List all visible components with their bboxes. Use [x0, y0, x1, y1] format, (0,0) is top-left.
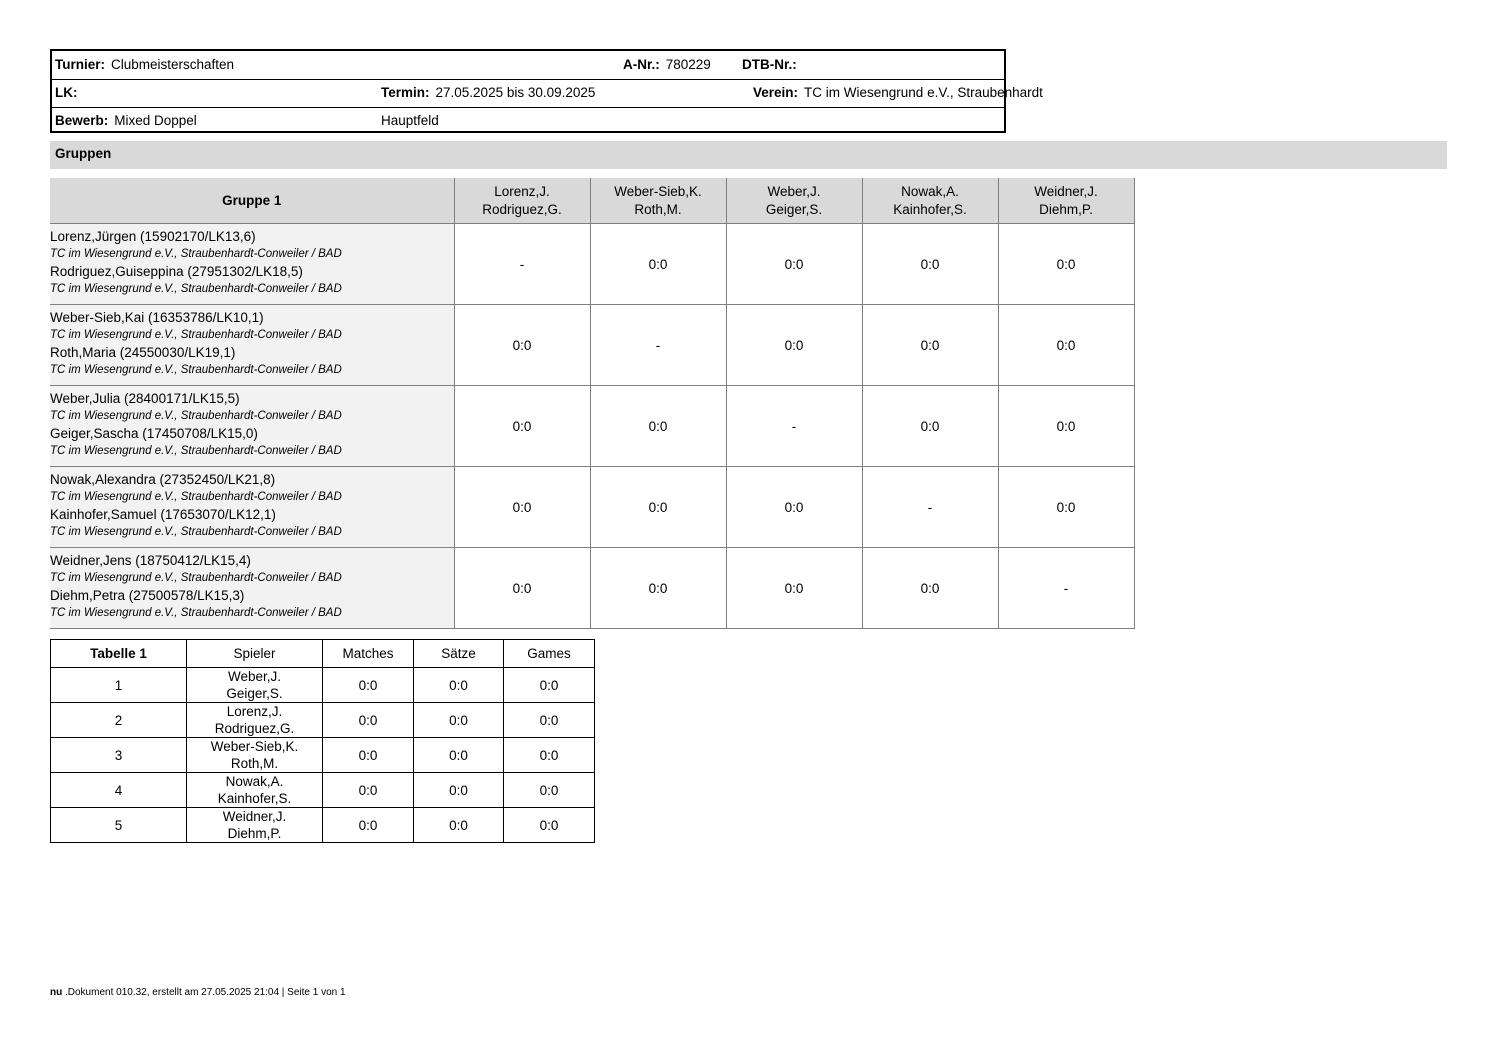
player-name: Roth,Maria (24550030/LK19,1) [50, 345, 236, 360]
team-cell [50, 386, 454, 467]
rank-cell: 2 [51, 703, 187, 738]
saetze-cell: 0:0 [414, 773, 504, 808]
player-club: TC im Wiesengrund e.V., Straubenhardt-Conweiler / BAD [50, 409, 342, 422]
bewerb-value: Mixed Doppel [114, 113, 197, 128]
result-cell: 0:0 [726, 224, 862, 305]
games-cell: 0:0 [504, 808, 595, 843]
matches-cell: 0:0 [323, 773, 414, 808]
result-cell: 0:0 [454, 548, 590, 629]
team-cell [50, 467, 454, 548]
result-cell: 0:0 [998, 224, 1134, 305]
player-name: Weber,Julia (28400171/LK15,5) [50, 391, 240, 406]
matrix-row [50, 467, 1134, 548]
matrix-row [50, 386, 1134, 467]
player-name: Rodriguez,Guiseppina (27951302/LK18,5) [50, 264, 303, 279]
page-footer [50, 987, 346, 998]
header-row-2 [52, 79, 1043, 108]
matrix-header-row [50, 178, 1134, 224]
player-cell: Lorenz,J. Rodriguez,G. [187, 703, 323, 738]
termin-field: Termin: 27.05.2025 bis 30.09.2025 [381, 85, 596, 100]
saetze-cell: 0:0 [414, 668, 504, 703]
saetze-cell: 0:0 [414, 738, 504, 773]
saetze-cell: 0:0 [414, 703, 504, 738]
termin-value: 27.05.2025 bis 30.09.2025 [435, 85, 596, 100]
standings-col-header: Sätze [414, 640, 504, 668]
group-matrix [50, 178, 1135, 629]
standings-row [51, 773, 595, 808]
team-cell [50, 548, 454, 629]
matches-cell: 0:0 [323, 703, 414, 738]
result-cell: 0:0 [590, 224, 726, 305]
result-cell: 0:0 [454, 386, 590, 467]
result-cell: 0:0 [454, 305, 590, 386]
standings-col-header: Matches [323, 640, 414, 668]
result-cell: 0:0 [590, 548, 726, 629]
standings-row [51, 668, 595, 703]
result-cell: 0:0 [590, 467, 726, 548]
player-name: Nowak,Alexandra (27352450/LK21,8) [50, 472, 276, 487]
matrix-col-header: Lorenz,J. Rodriguez,G. [454, 178, 590, 224]
player-cell: Weber,J. Geiger,S. [187, 668, 323, 703]
result-cell: 0:0 [862, 224, 998, 305]
result-cell: 0:0 [726, 467, 862, 548]
games-cell: 0:0 [504, 738, 595, 773]
verein-field: Verein: TC im Wiesengrund e.V., Straubenhardt [753, 85, 1043, 100]
matrix-row [50, 548, 1134, 629]
result-cell: - [726, 386, 862, 467]
rank-cell: 4 [51, 773, 187, 808]
matrix-col-header: Weidner,J. Diehm,P. [998, 178, 1134, 224]
player-club: TC im Wiesengrund e.V., Straubenhardt-Conweiler / BAD [50, 490, 342, 503]
player-cell: Nowak,A. Kainhofer,S. [187, 773, 323, 808]
matrix-row [50, 224, 1134, 305]
games-cell: 0:0 [504, 668, 595, 703]
player-club: TC im Wiesengrund e.V., Straubenhardt-Conweiler / BAD [50, 571, 342, 584]
lk-field: LK: [55, 85, 78, 100]
player-name: Weidner,Jens (18750412/LK15,4) [50, 553, 251, 568]
matrix-col-header: Nowak,A. Kainhofer,S. [862, 178, 998, 224]
player-club: TC im Wiesengrund e.V., Straubenhardt-Conweiler / BAD [50, 282, 342, 295]
anr-field: A-Nr.: 780229 [623, 57, 711, 72]
games-cell: 0:0 [504, 703, 595, 738]
header-row-3 [52, 107, 1004, 135]
result-cell: 0:0 [726, 305, 862, 386]
matrix-row [50, 305, 1134, 386]
header-row-1 [52, 51, 1004, 80]
player-name: Weber-Sieb,Kai (16353786/LK10,1) [50, 310, 264, 325]
section-bar [50, 141, 1447, 169]
player-cell: Weidner,J. Diehm,P. [187, 808, 323, 843]
player-club: TC im Wiesengrund e.V., Straubenhardt-Conweiler / BAD [50, 247, 342, 260]
player-club: TC im Wiesengrund e.V., Straubenhardt-Conweiler / BAD [50, 444, 342, 457]
standings-title: Tabelle 1 [51, 640, 187, 668]
player-name: Kainhofer,Samuel (17653070/LK12,1) [50, 507, 276, 522]
standings-row [51, 703, 595, 738]
dtb-field: DTB-Nr.: [742, 57, 797, 72]
matches-cell: 0:0 [323, 808, 414, 843]
section-title: Gruppen [55, 146, 112, 161]
matrix-col-header: Weber-Sieb,K. Roth,M. [590, 178, 726, 224]
result-cell: - [862, 467, 998, 548]
result-cell: 0:0 [862, 548, 998, 629]
team-cell [50, 305, 454, 386]
bewerb-field: Bewerb: Mixed Doppel [55, 113, 197, 128]
standings-col-header: Games [504, 640, 595, 668]
standings-header-row [51, 640, 595, 668]
rank-cell: 5 [51, 808, 187, 843]
standings-table [50, 639, 595, 843]
result-cell: 0:0 [998, 386, 1134, 467]
player-club: TC im Wiesengrund e.V., Straubenhardt-Conweiler / BAD [50, 606, 342, 619]
rank-cell: 3 [51, 738, 187, 773]
standings-row [51, 738, 595, 773]
player-name: Lorenz,Jürgen (15902170/LK13,6) [50, 229, 256, 244]
standings-row [51, 808, 595, 843]
footer-text: .Dokument 010.32, erstellt am 27.05.2025 21:04 | Seite 1 von 1 [65, 987, 346, 998]
player-cell: Weber-Sieb,K. Roth,M. [187, 738, 323, 773]
turnier-value: Clubmeisterschaften [111, 57, 235, 72]
result-cell: 0:0 [862, 386, 998, 467]
result-cell: - [454, 224, 590, 305]
matches-cell: 0:0 [323, 668, 414, 703]
footer-brand: nu [50, 987, 63, 998]
group-name: Gruppe 1 [50, 178, 454, 224]
result-cell: 0:0 [862, 305, 998, 386]
result-cell: 0:0 [726, 548, 862, 629]
result-cell: 0:0 [454, 467, 590, 548]
matrix-col-header: Weber,J. Geiger,S. [726, 178, 862, 224]
result-cell: - [590, 305, 726, 386]
feld-field [381, 113, 439, 128]
result-cell: 0:0 [998, 305, 1134, 386]
result-cell: 0:0 [590, 386, 726, 467]
rank-cell: 1 [51, 668, 187, 703]
turnier-field: Turnier: Clubmeisterschaften [55, 57, 235, 72]
saetze-cell: 0:0 [414, 808, 504, 843]
matches-cell: 0:0 [323, 738, 414, 773]
player-club: TC im Wiesengrund e.V., Straubenhardt-Conweiler / BAD [50, 363, 342, 376]
tournament-header [50, 49, 1043, 133]
player-club: TC im Wiesengrund e.V., Straubenhardt-Conweiler / BAD [50, 328, 342, 341]
anr-value: 780229 [665, 57, 711, 72]
games-cell: 0:0 [504, 773, 595, 808]
player-name: Diehm,Petra (27500578/LK15,3) [50, 588, 245, 603]
player-club: TC im Wiesengrund e.V., Straubenhardt-Conweiler / BAD [50, 525, 342, 538]
result-cell: - [998, 548, 1134, 629]
feld-value: Hauptfeld [381, 113, 439, 128]
result-cell: 0:0 [998, 467, 1134, 548]
team-cell [50, 224, 454, 305]
verein-value: TC im Wiesengrund e.V., Straubenhardt [804, 85, 1043, 100]
standings-col-header: Spieler [187, 640, 323, 668]
player-name: Geiger,Sascha (17450708/LK15,0) [50, 426, 258, 441]
